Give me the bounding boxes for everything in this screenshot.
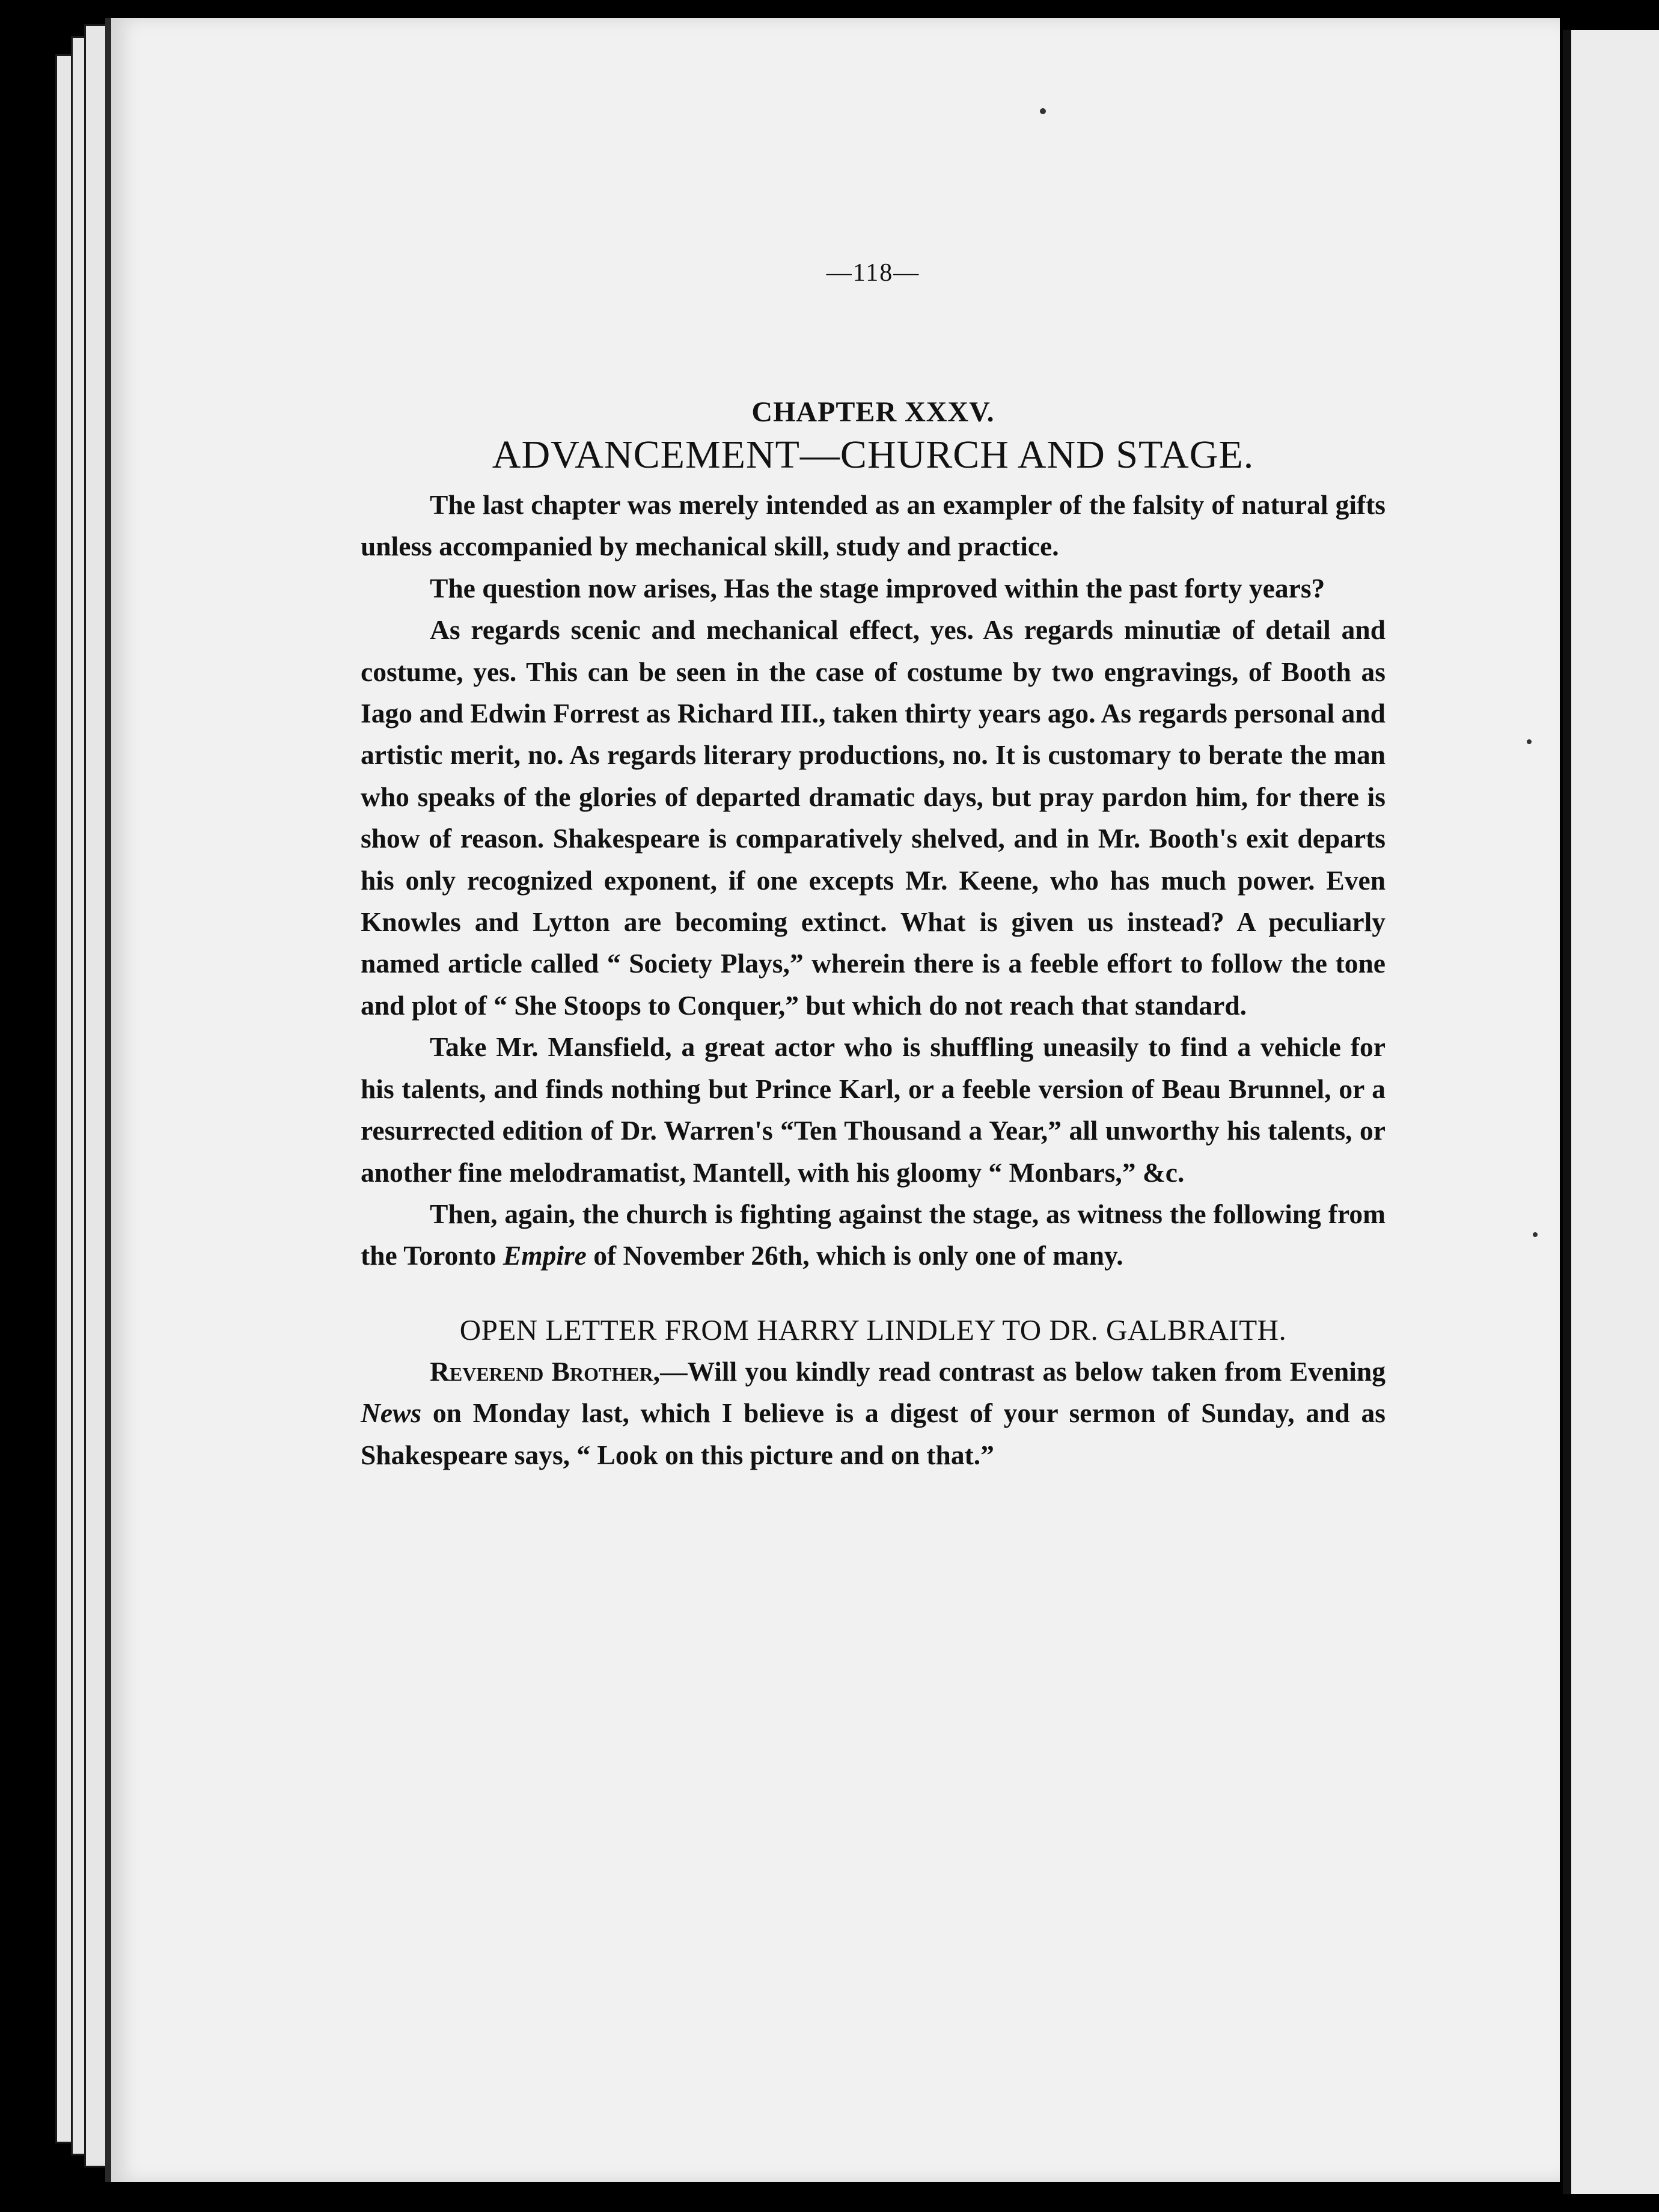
text-run: Then, again, the church is fighting against the stage, as witness the following from the Toronto xyxy=(361,1198,1386,1271)
text-run: of November 26th, which is only one of many. xyxy=(586,1240,1123,1271)
text-run: —Will you kindly read contrast as below taken from Evening xyxy=(660,1355,1386,1387)
ink-speck xyxy=(1527,739,1532,744)
ink-speck xyxy=(1040,108,1046,114)
page-content xyxy=(361,258,1386,1476)
paragraph: The question now arises, Has the stage improved within the past forty years? xyxy=(430,572,1325,603)
chapter-heading: CHAPTER XXXV. xyxy=(751,396,995,428)
chapter-title: ADVANCEMENT—CHURCH AND STAGE. xyxy=(492,433,1254,477)
text-run: on Monday last, which I believe is a digest of your sermon of Sunday, and as Shakespeare says, “ Look on this picture and on that.” xyxy=(361,1398,1386,1470)
newspaper-name: Empire xyxy=(503,1240,587,1271)
paragraph xyxy=(361,1193,1386,1277)
salutation: Reverend Brother, xyxy=(430,1355,661,1387)
ink-speck xyxy=(1533,1232,1538,1237)
page-number: —118— xyxy=(826,259,920,287)
facing-page-edge xyxy=(1563,30,1659,2194)
letter-paragraph xyxy=(361,1351,1386,1476)
paragraph: As regards scenic and mechanical effect, yes. As regards minutiæ of detail and costume, yes. This can be seen in the case of costume by two engravings, of Booth as Iago and Edwin Forrest as Richard III., taken thirty years ago. As regards personal and artistic merit, no. As regards literary productions, no. It is customary to berate the man who speaks of the glories of departed dramatic days, but pray pardon him, for there is show of reason. Shakespeare is comparatively shelved, and in Mr. Booth's exit departs his only recognized exponent, if one excepts Mr. Keene, who has much power. Even Knowles and Lytton are becoming extinct. What is given us instead? A peculiarly named article called “ Society Plays,” wherein there is a feeble effort to follow the tone and plot of “ She Stoops to Conquer,” but which do not reach that standard. xyxy=(361,614,1386,1021)
paragraph: The last chapter was merely intended as an exampler of the falsity of natural gifts unless accompanied by mechanical skill, study and practice. xyxy=(361,489,1386,562)
newspaper-name: News xyxy=(361,1398,422,1429)
paragraph: Take Mr. Mansfield, a great actor who is shuffling uneasily to find a vehicle for his talents, and finds nothing but Prince Karl, or a feeble version of Beau Brunnel, or a resurrected edition of Dr. Warren's “Ten Thousand a Year,” all unworthy his talents, or another fine melodramatist, Mantell, with his gloomy “ Monbars,” &c. xyxy=(361,1031,1386,1188)
letter-heading: OPEN LETTER FROM HARRY LINDLEY TO DR. GALBRAITH. xyxy=(459,1313,1287,1346)
